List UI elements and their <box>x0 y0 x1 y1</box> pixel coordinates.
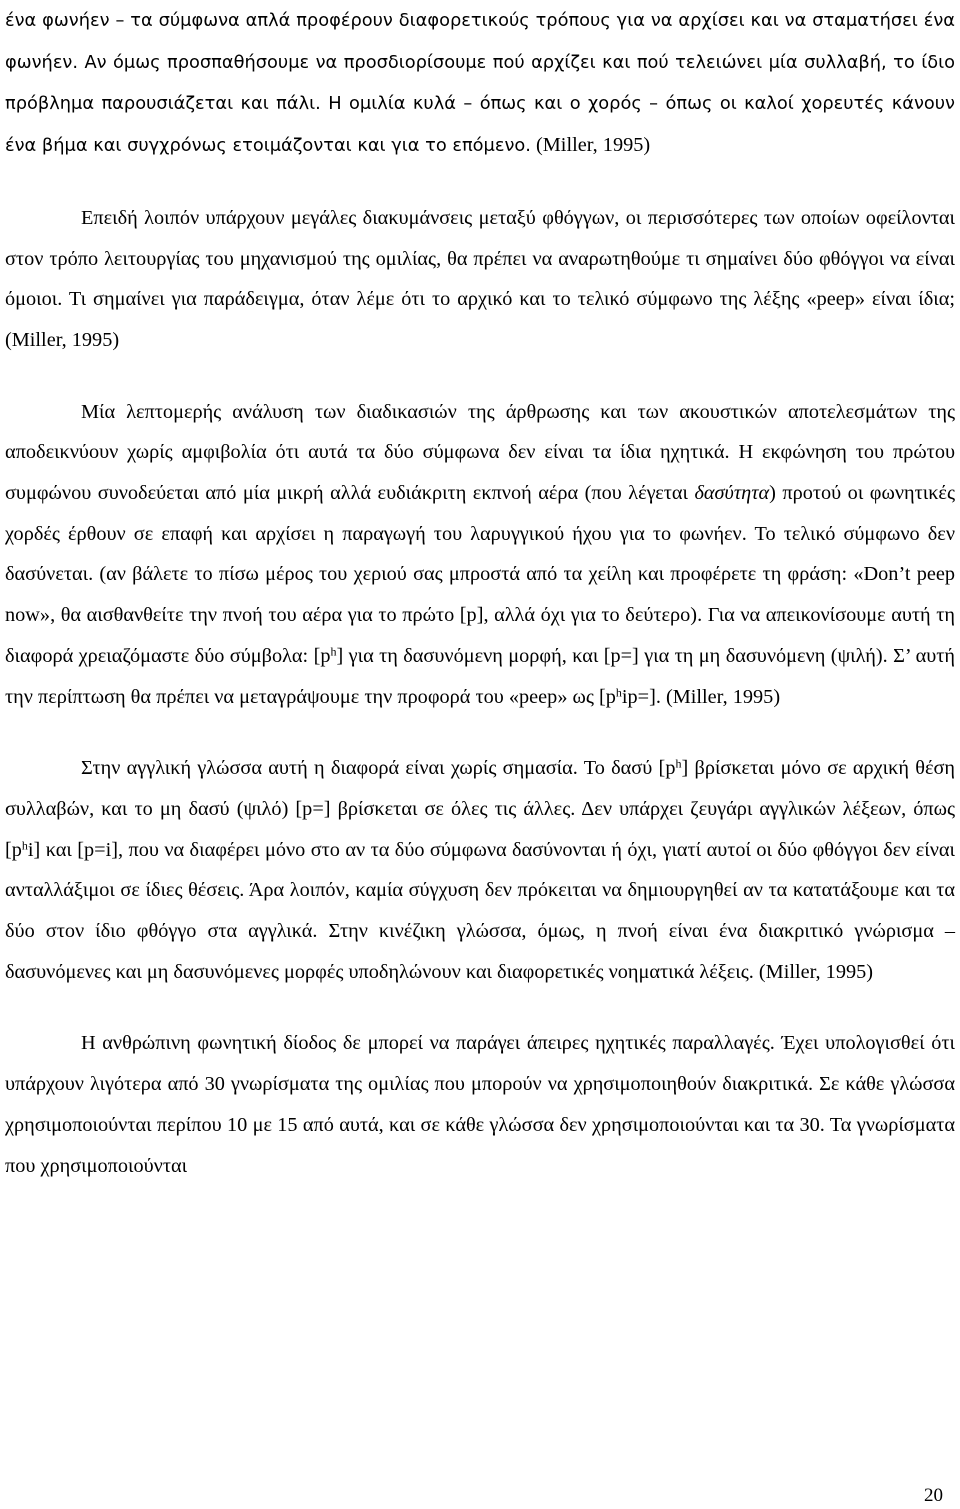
paragraph-3-text-b: ) προτού οι φωνητικές χορδές έρθουν σε επαφή και αρχίσει η παραγωγή του λαρυγγικού ήχου για το φωνήεν. Το τελικό σύμφωνο δεν δασύνεται. (αν βάλετε το πίσω μέρος του χεριού σας μπροστά από τα χείλη και προφέρετε τη φράση: «Don’t peep now», θα αισθανθείτε την πνοή του αέρα για το πρώτο [p], αλλά όχι για το δεύτερο). Για να απεικονίσουμε αυτή τη διαφορά χρειαζόμαστε δύο σύμβολα: [p <box>5 482 955 667</box>
superscript-h: h <box>675 756 682 771</box>
citation: (Miller, 1995) <box>530 134 651 157</box>
superscript-h: h <box>21 838 28 853</box>
italic-term: δασύτητα <box>694 482 770 505</box>
paragraph-spacing <box>5 992 955 1023</box>
paragraph-4-text-b: ] βρίσκεται μόνο σε αρχική θέση συλλαβών, και το μη δασύ (ψιλό) [p=] βρίσκεται σε όλες τις άλλες. Δεν υπάρχει ζευγάρι αγγλικών λέξεων, όπως [p <box>5 757 956 861</box>
paragraph-3-text-a: Μία λεπτομερής ανάλυση των διαδικασιών της άρθρωσης και των ακουστικών αποτελεσμάτων της αποδεικνύουν χωρίς αμφιβολία ότι αυτά τα δύο σύμφωνα δεν είναι τα ίδια ηχητικά. Η εκφώνηση του πρώτου συμφώνου συνοδεύεται από μία μικρή αλλά ευδιάκριτη εκπνοή αέρα (που λέγεται <box>5 400 955 505</box>
paragraph-2-text: Επειδή λοιπόν υπάρχουν μεγάλες διακυμάνσεις μεταξύ φθόγγων, οι περισσότερες των οποίων οφείλονται στον τρόπο λειτουργίας του μηχανισμού της ομιλίας, θα πρέπει να αναρωτηθούμε τι σημαίνει δύο φθόγγοι να είναι όμοιοι. Τι σημαίνει για παράδειγμα, όταν λέμε ότι το αρχικό και το τελικό σύμφωνο της λέξης «peep» είναι ίδια; (Miller, 1995) <box>5 206 955 351</box>
page-number: 20 <box>924 1485 943 1506</box>
paragraph-3-text-d: ip=]. (Miller, 1995) <box>621 685 781 708</box>
paragraph-3-text-c: ] για τη δασυνόμενη μορφή, και [p=] για τη μη δασυνόμενη (ψιλή). Σ’ αυτή την περίπτωση θα πρέπει να μεταγράψουμε την προφορά του «peep» ως [p <box>5 644 955 708</box>
paragraph-1-text: ένα φωνήεν – τα σύμφωνα απλά προφέρουν διαφορετικούς τρόπους για να αρχίσει και να σταματήσει ένα φωνήεν. Αν όμως προσπαθήσουμε να προσδιορίσουμε πού αρχίζει και πού τελειώνει μία συλλαβή, το ίδιο πρόβλημα παρουσιάζεται και πάλι. Η ομιλία κυλά – όπως και ο χορός – όπως οι καλοί χορευτές κάνουν ένα βήμα και συγχρόνως ετοιμάζονται και για το επόμενο. <box>5 10 955 157</box>
paragraph-4-text-a: Στην αγγλική γλώσσα αυτή η διαφορά είναι χωρίς σημασία. Το δασύ [p <box>81 757 676 780</box>
superscript-h: h <box>330 644 337 659</box>
superscript-h: h <box>615 684 622 699</box>
paragraph-spacing <box>5 361 955 392</box>
paragraph-4 <box>5 748 955 992</box>
paragraph-1 <box>5 0 955 167</box>
paragraph-5 <box>5 1023 955 1186</box>
paragraph-3 <box>5 392 955 718</box>
paragraph-spacing <box>5 167 955 198</box>
paragraph-spacing <box>5 717 955 748</box>
paragraph-4-text-c: i] και [p=i], που να διαφέρει μόνο στο αν τα δύο σύμφωνα δασύνονται ή όχι, γιατί αυτοί οι δύο φθόγγοι δεν είναι ανταλλάξιμοι σε ίδιες θέσεις. Άρα λοιπόν, καμία σύγχυση δεν πρόκειται να δημιουργηθεί αν τα κατατάξουμε και τα δύο στον ίδιο φθόγγο στα αγγλικά. Στην κινέζικη γλώσσα, όμως, η πνοή είναι ένα διακριτικό γνώρισμα – δασυνόμενες και μη δασυνόμενες μορφές υποδηλώνουν και διαφορετικές νοηματικά λέξεις. (Miller, 1995) <box>5 838 955 983</box>
paragraph-2 <box>5 198 955 361</box>
paragraph-5-text: Η ανθρώπινη φωνητική δίοδος δε μπορεί να παράγει άπειρες ηχητικές παραλλαγές. Έχει υπολογισθεί ότι υπάρχουν λιγότερα από 30 γνωρίσματα της ομιλίας που μπορούν να χρησιμοποιηθούν διακριτικά. Σε κάθε γλώσσα χρησιμοποιούνται περίπου 10 με 15 από αυτά, και σε κάθε γλώσσα δεν χρησιμοποιούνται και τα 30. Τα γνωρίσματα που χρησιμοποιούνται <box>5 1032 955 1177</box>
document-page <box>5 0 955 1186</box>
